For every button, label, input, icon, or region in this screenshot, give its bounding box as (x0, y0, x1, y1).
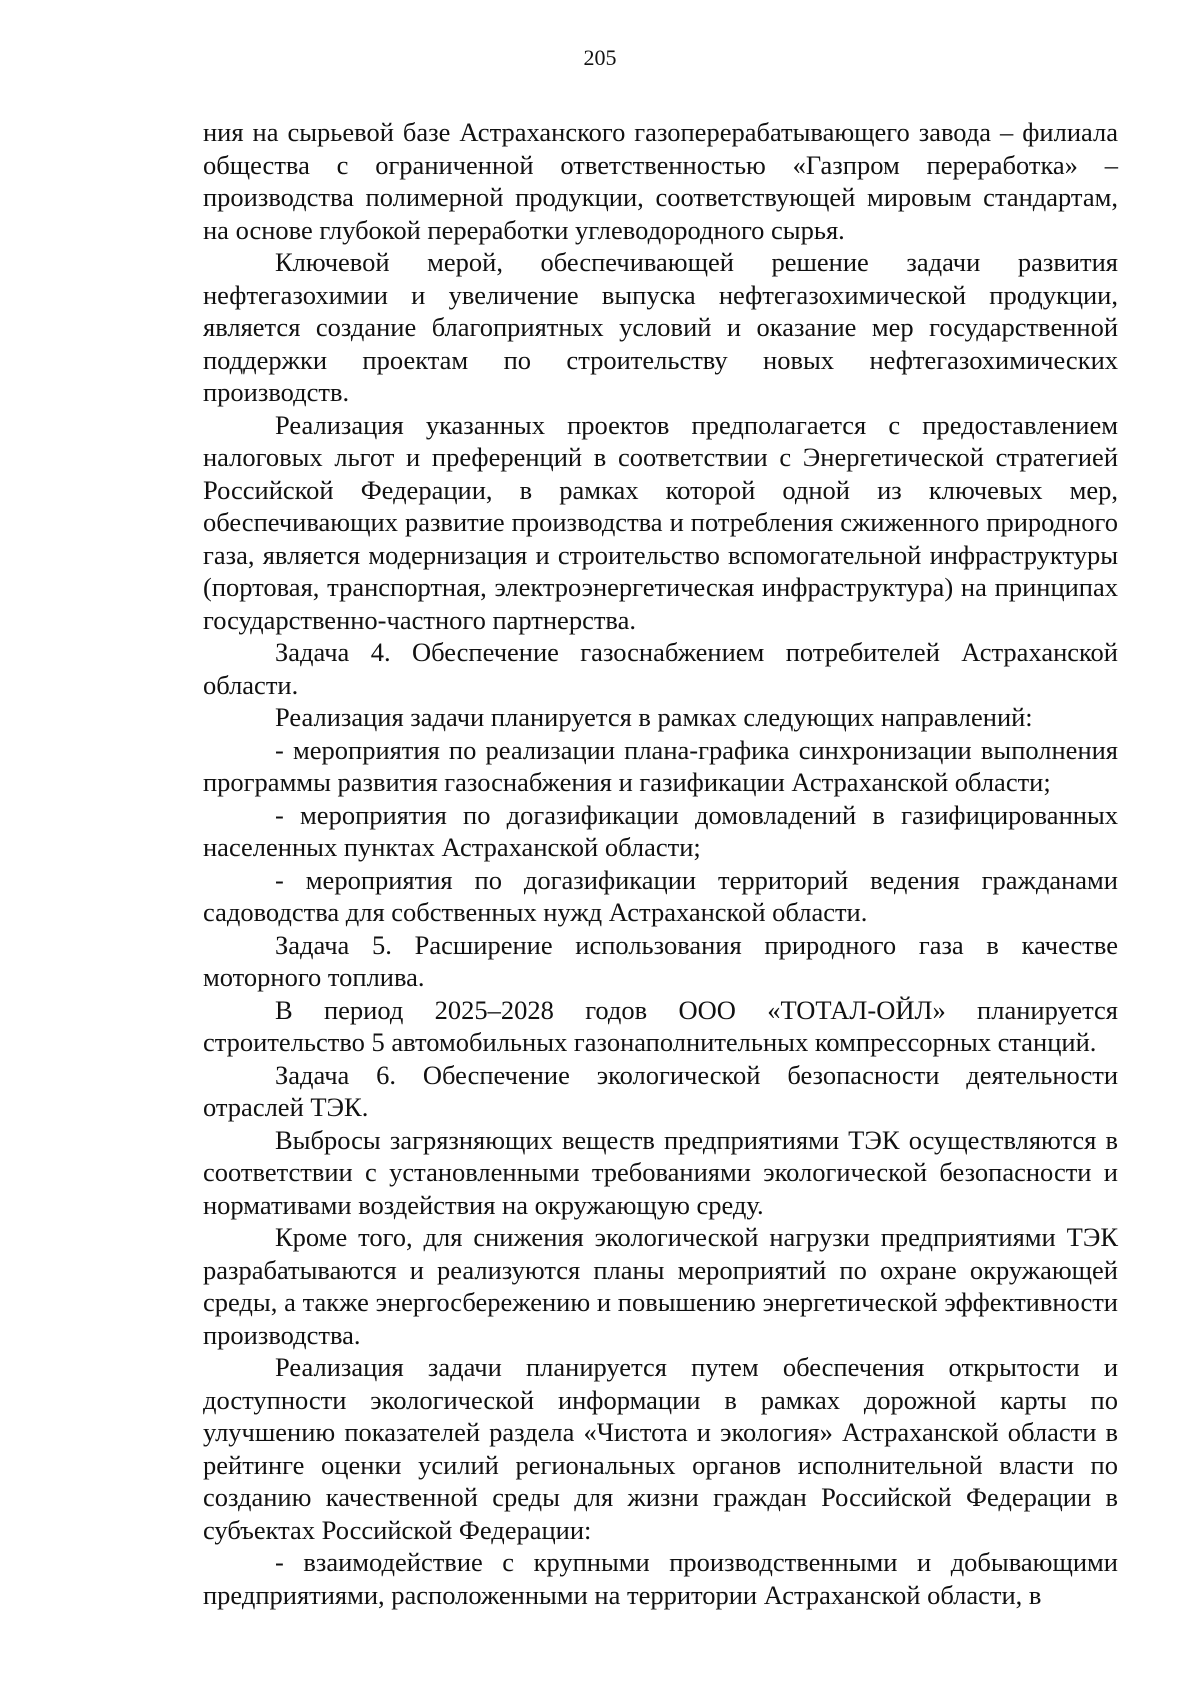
paragraph-key-measure: Ключевой мерой, обеспечивающей решение задачи развития нефтегазохимии и увеличение выпуска нефтегазохимической продукции, является создание благоприятных условий и оказание мер государственной поддержки проектам по строительству новых нефтегазохимических производств. (203, 247, 1118, 407)
paragraph-projects-implementation: Реализация указанных проектов предполагается с предоставлением налоговых льгот и преференций в соответствии с Энергетической стратегией Российской Федерации, в рамках которой одной из ключевых мер, обеспечивающих развитие производства и потребления сжиженного природного газа, является модернизация и строительство вспомогательной инфраструктуры (портовая, транспортная, электроэнергетическая инфраструктура) на принципах государственно-частного партнерства. (203, 409, 1118, 635)
paragraph-emissions: Выбросы загрязняющих веществ предприятиями ТЭК осуществляются в соответствии с установленными требованиями экологической безопасности и нормативами воздействия на окружающую среду. (203, 1124, 1118, 1220)
list-item-enterprise-interaction: - взаимодействие с крупными производственными и добывающими предприятиями, расположенными на территории Астраханской области, в (203, 1547, 1118, 1610)
document-body (203, 116, 1118, 1611)
list-item-sync-schedule: - мероприятия по реализации плана-графика синхронизации выполнения программы развития газоснабжения и газификации Астраханской области; (203, 734, 1118, 797)
paragraph-ecological-information: Реализация задачи планируется путем обеспечения открытости и доступности экологической информации в рамках дорожной карты по улучшению показателей раздела «Чистота и экология» Астраханской области в рейтинге оценки усилий региональных органов исполнительной власти по созданию качественной среды для жизни граждан Российской Федерации в субъектах Российской Федерации: (203, 1352, 1118, 1545)
paragraph-continuation: ния на сырьевой базе Астраханского газоперерабатывающего завода – филиала общества с ограниченной ответственностью «Газпром переработка» – производства полимерной продукции, соответствующей мировым стандартам, на основе глубокой переработки углеводородного сырья. (203, 117, 1118, 245)
task-4-heading: Задача 4. Обеспечение газоснабжением потребителей Астраханской области. (203, 637, 1118, 700)
list-item-gardening-gasification: - мероприятия по догазификации территорий ведения гражданами садоводства для собственных нужд Астраханской области. (203, 864, 1118, 927)
paragraph-environmental-plans: Кроме того, для снижения экологической нагрузки предприятиями ТЭК разрабатываются и реализуются планы мероприятий по охране окружающей среды, а также энергосбережению и повышению энергетической эффективности производства. (203, 1222, 1118, 1350)
page-number: 205 (583, 45, 617, 70)
task-6-heading: Задача 6. Обеспечение экологической безопасности деятельности отраслей ТЭК. (203, 1059, 1118, 1122)
task-5-heading: Задача 5. Расширение использования природного газа в качестве моторного топлива. (203, 929, 1118, 992)
paragraph-gas-stations: В период 2025–2028 годов ООО «ТОТАЛ-ОЙЛ» планируется строительство 5 автомобильных газонаполнительных компрессорных станций. (203, 994, 1118, 1057)
paragraph-task-directions: Реализация задачи планируется в рамках следующих направлений: (275, 702, 1033, 732)
list-item-households-gasification: - мероприятия по догазификации домовладений в газифицированных населенных пунктах Астраханской области; (203, 799, 1118, 862)
